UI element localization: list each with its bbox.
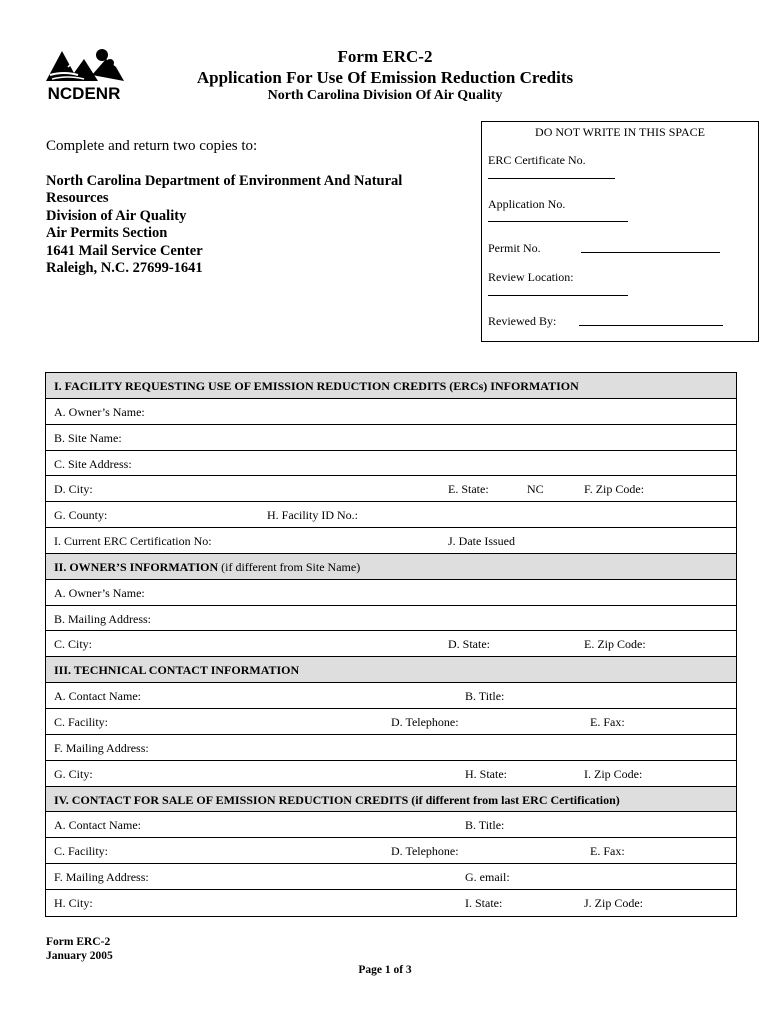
footer-form-info (46, 935, 113, 963)
s3-title-label: B. Title: (465, 689, 505, 704)
review-location-label: Review Location: (488, 270, 574, 284)
s1-state-value: NC (527, 482, 544, 497)
s1-city-state-zip-row[interactable] (46, 476, 736, 502)
office-use-box (481, 121, 759, 342)
s1-erc-cert-row[interactable] (46, 528, 736, 554)
s1-site-name-row[interactable] (46, 425, 736, 451)
s1-zip-label: F. Zip Code: (584, 482, 645, 497)
s3-city-state-zip-row[interactable] (46, 761, 736, 787)
s3-state-label: H. State: (465, 766, 507, 781)
s1-owner-name-row[interactable] (46, 399, 736, 425)
office-use-heading: DO NOT WRITE IN THIS SPACE (535, 125, 705, 139)
s2-mailing-address-label: B. Mailing Address: (54, 611, 152, 626)
address-line: Air Permits Section (46, 225, 168, 242)
erc-certificate-label: ERC Certificate No. (488, 153, 586, 167)
section-1-title: I. FACILITY REQUESTING USE OF EMISSION REDUCTION CREDITS (ERCs) INFORMATION (54, 379, 579, 393)
review-location-line[interactable] (488, 295, 628, 296)
s1-current-erc-label: I. Current ERC Certification No: (54, 534, 212, 549)
section-2-title-note: (if different from Site Name) (218, 559, 361, 574)
s1-site-address-row[interactable] (46, 451, 736, 477)
application-no-line[interactable] (488, 221, 628, 222)
s3-telephone-label: D. Telephone: (391, 714, 459, 729)
s2-city-label: C. City: (54, 637, 93, 652)
section-3-title: III. TECHNICAL CONTACT INFORMATION (54, 663, 300, 678)
s4-city-state-zip-row[interactable] (46, 890, 736, 916)
s3-facility-label: C. Facility: (54, 714, 108, 729)
s4-email-label: G. email: (465, 870, 510, 885)
s3-city-label: G. City: (54, 766, 93, 781)
s4-title-label: B. Title: (465, 818, 505, 833)
s3-zip-label: I. Zip Code: (584, 766, 643, 781)
erc-certificate-line[interactable] (488, 178, 615, 179)
s3-mailing-address-row[interactable] (46, 735, 736, 761)
address-line: Raleigh, N.C. 27699-1641 (46, 260, 203, 277)
s4-city-label: H. City: (54, 895, 93, 910)
s2-state-label: D. State: (448, 637, 490, 652)
s3-facility-phone-row[interactable] (46, 709, 736, 735)
section-1-header (46, 373, 736, 399)
address-line: 1641 Mail Service Center (46, 242, 203, 259)
s3-fax-label: E. Fax: (590, 714, 625, 729)
s1-city-label: D. City: (54, 482, 93, 497)
s4-contact-name-label: A. Contact Name: (54, 818, 141, 833)
s2-owner-name-label: A. Owner’s Name: (54, 585, 145, 600)
footer-form-number: Form ERC-2 (46, 936, 111, 948)
s1-date-issued-label: J. Date Issued (448, 534, 515, 549)
application-form-table (45, 372, 737, 917)
application-no-label: Application No. (488, 197, 566, 211)
form-title: Application For Use Of Emission Reduction Credits (196, 68, 574, 87)
division-name: North Carolina Division Of Air Quality (267, 88, 503, 103)
s3-contact-row[interactable] (46, 683, 736, 709)
s4-mailing-email-row[interactable] (46, 864, 736, 890)
s4-facility-label: C. Facility: (54, 844, 108, 859)
section-2-title: II. OWNER’S INFORMATION (if different from Site Name) (54, 559, 361, 574)
s1-site-name-label: B. Site Name: (54, 430, 122, 445)
address-line: Resources (46, 190, 109, 207)
s3-contact-name-label: A. Contact Name: (54, 689, 141, 704)
return-instruction: Complete and return two copies to: (46, 138, 258, 154)
s1-county-label: G. County: (54, 508, 108, 523)
section-4-title: IV. CONTACT FOR SALE OF EMISSION REDUCTION CREDITS (if different from last ERC Certification) (54, 792, 620, 807)
s1-facility-id-label: H. Facility ID No.: (267, 508, 358, 523)
s4-telephone-label: D. Telephone: (391, 844, 459, 859)
permit-no-label: Permit No. (488, 241, 541, 255)
page-number: Page 1 of 3 (358, 964, 412, 976)
s1-owner-name-label: A. Owner’s Name: (54, 404, 145, 419)
s1-county-facility-row[interactable] (46, 502, 736, 528)
address-line: North Carolina Department of Environment And Natural (46, 173, 403, 189)
s4-mailing-address-label: F. Mailing Address: (54, 870, 149, 885)
s2-mailing-address-row[interactable] (46, 606, 736, 632)
section-2-header (46, 554, 736, 580)
s3-mailing-address-label: F. Mailing Address: (54, 740, 149, 755)
s4-state-label: I. State: (465, 895, 503, 910)
address-line: Division of Air Quality (46, 207, 187, 224)
s1-state-label: E. State: (448, 482, 489, 497)
section-4-header (46, 787, 736, 813)
reviewed-by-label: Reviewed By: (488, 314, 557, 328)
s4-zip-label: J. Zip Code: (584, 895, 643, 910)
s2-owner-name-row[interactable] (46, 580, 736, 606)
s1-site-address-label: C. Site Address: (54, 456, 132, 471)
section-3-header (46, 657, 736, 683)
s2-zip-label: E. Zip Code: (584, 637, 646, 652)
permit-no-line[interactable] (581, 252, 720, 253)
s2-city-state-zip-row[interactable] (46, 631, 736, 657)
s4-facility-phone-row[interactable] (46, 838, 736, 864)
logo-wordmark: NCDENR (47, 84, 121, 103)
s4-fax-label: E. Fax: (590, 844, 625, 859)
footer-date: January 2005 (46, 950, 113, 962)
s4-contact-row[interactable] (46, 812, 736, 838)
form-number: Form ERC-2 (337, 47, 433, 66)
return-address (46, 173, 446, 277)
reviewed-by-line[interactable] (579, 325, 723, 326)
